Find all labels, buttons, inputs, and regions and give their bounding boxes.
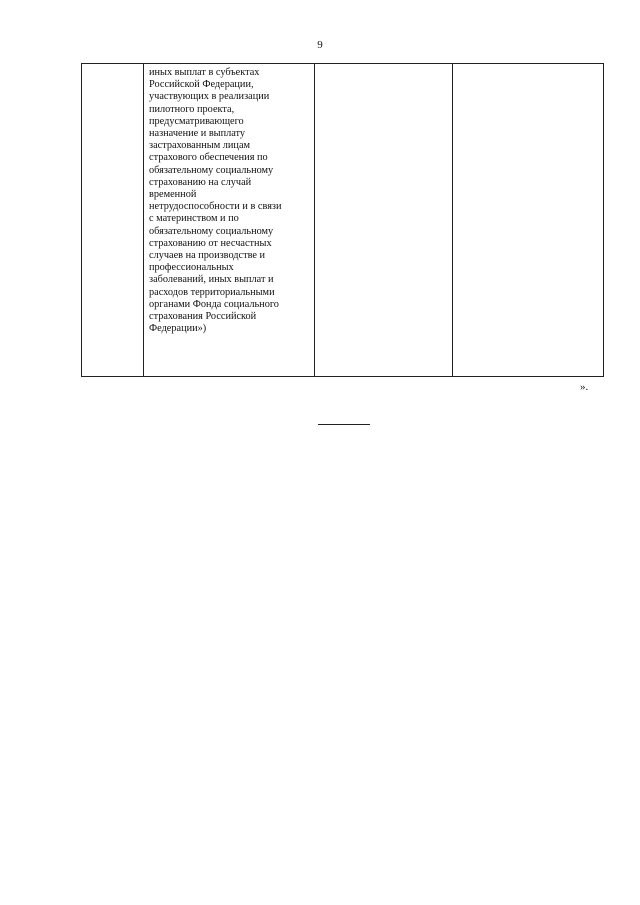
end-rule-divider [318,424,370,425]
table-cell-col3 [315,64,453,377]
document-table [81,63,604,377]
cell-text-col1 [82,64,143,67]
cell-text-col2: иных выплат в субъектах Российской Федерации, участвующих в реализации пилотного проекта, предусматривающего назначение и выплату застрахованным лицам страхового обеспечения по обязательному социальному страхованию на случай временной нетрудоспособности и в связи с материнством и по обязательному социальному страхованию от несчастных случаев на производстве и профессиональных заболеваний, иных выплат и расходов территориальными органами Фонда социального страхования Российской Федерации») [149,67,282,335]
cell-text-col4 [453,64,603,67]
cell-text-col3 [315,64,452,67]
table-row [82,64,604,377]
table-cell-description [144,64,315,377]
page-number: 9 [317,39,323,51]
closing-quote: ». [580,381,589,393]
table-cell-col4 [453,64,604,377]
table-cell-number [82,64,144,377]
